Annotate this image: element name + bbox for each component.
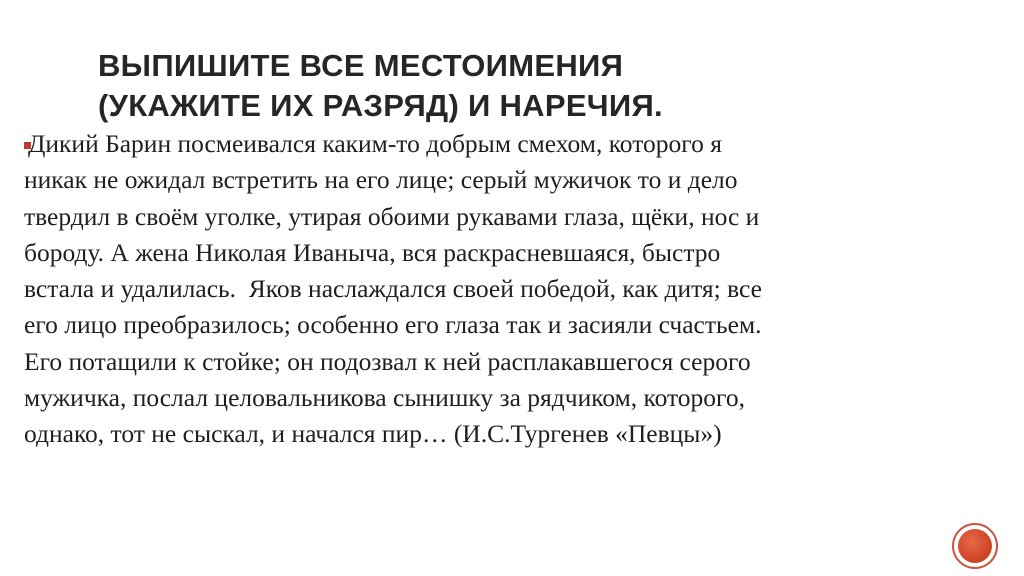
- body-paragraph: [24, 126, 762, 453]
- paragraph-line: бороду. А жена Николая Иваныча, вся раскрасневшаяся, быстро: [24, 237, 721, 267]
- paragraph-line: Его потащили к стойке; он подозвал к ней расплакавшегося серого: [24, 346, 751, 376]
- paragraph-line: его лицо преобразилось; особенно его глаза так и засияли счастьем.: [24, 310, 762, 340]
- title-line-2: (УКАЖИТЕ ИХ РАЗРЯД) И НАРЕЧИЯ.: [98, 88, 663, 123]
- paragraph-line: однако, тот не сыскал, и начался пир… (И.С.Тургенев «Певцы»): [24, 419, 722, 449]
- slide-title: [98, 46, 918, 126]
- paragraph-line: никак не ожидал встретить на его лице; серый мужичок то и дело: [24, 165, 738, 195]
- paragraph-line: мужичка, послал целовальникова сынишку за рядчиком, которого,: [24, 383, 745, 413]
- paragraph-line: Дикий Барин посмеивался каким-то добрым смехом, которого я: [28, 129, 722, 158]
- paragraph-line: встала и удалилась. Яков наслаждался своей победой, как дитя; все: [24, 274, 762, 304]
- title-line-1: ВЫПИШИТЕ ВСЕ МЕСТОИМЕНИЯ: [98, 48, 624, 83]
- orange-circle-fill: [958, 529, 992, 563]
- paragraph-line: твердил в своём уголке, утирая обоими рукавами глаза, щёки, нос и: [24, 201, 760, 231]
- orange-circle-icon[interactable]: [952, 523, 998, 569]
